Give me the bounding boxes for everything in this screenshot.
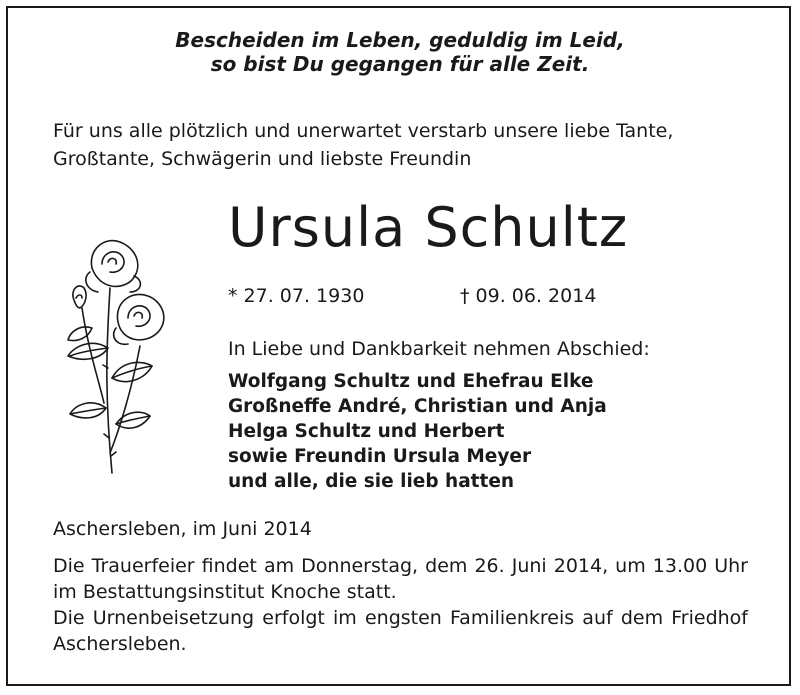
mourner-line: Großneffe André, Christian und Anja bbox=[228, 396, 607, 417]
mourner-line: sowie Freundin Ursula Meyer bbox=[228, 446, 532, 467]
birth-date: * 27. 07. 1930 bbox=[228, 285, 365, 307]
mourner-line: Wolfgang Schultz und Ehefrau Elke bbox=[228, 371, 594, 392]
mourner-line: Helga Schultz und Herbert bbox=[228, 421, 505, 442]
motto-line-2: so bist Du gegangen für alle Zeit. bbox=[210, 52, 590, 76]
rose-illustration-icon bbox=[52, 228, 172, 478]
motto-line-1: Bescheiden im Leben, geduldig im Leid, bbox=[175, 28, 625, 52]
mourner-line: und alle, die sie lieb hatten bbox=[228, 471, 515, 492]
mourners-list bbox=[228, 369, 607, 494]
funeral-info: Die Trauerfeier findet am Donnerstag, dem 26. Juni 2014, um 13.00 Uhr im Bestattungsinstitut Knoche statt. bbox=[53, 555, 748, 603]
burial-info: Die Urnenbeisetzung erfolgt im engsten Familienkreis auf dem Friedhof Aschersleben. bbox=[53, 607, 748, 655]
place-date: Aschersleben, im Juni 2014 bbox=[53, 518, 312, 540]
service-info bbox=[53, 553, 748, 657]
farewell-line: In Liebe und Dankbarkeit nehmen Abschied: bbox=[228, 338, 650, 360]
death-date: † 09. 06. 2014 bbox=[460, 285, 597, 307]
motto bbox=[0, 28, 800, 76]
intro-line-2: Großtante, Schwägerin und liebste Freundin bbox=[53, 148, 472, 170]
intro-line-1: Für uns alle plötzlich und unerwartet verstarb unsere liebe Tante, bbox=[53, 120, 674, 142]
deceased-name: Ursula Schultz bbox=[228, 196, 629, 259]
life-dates bbox=[228, 283, 648, 309]
intro-text bbox=[53, 117, 753, 173]
